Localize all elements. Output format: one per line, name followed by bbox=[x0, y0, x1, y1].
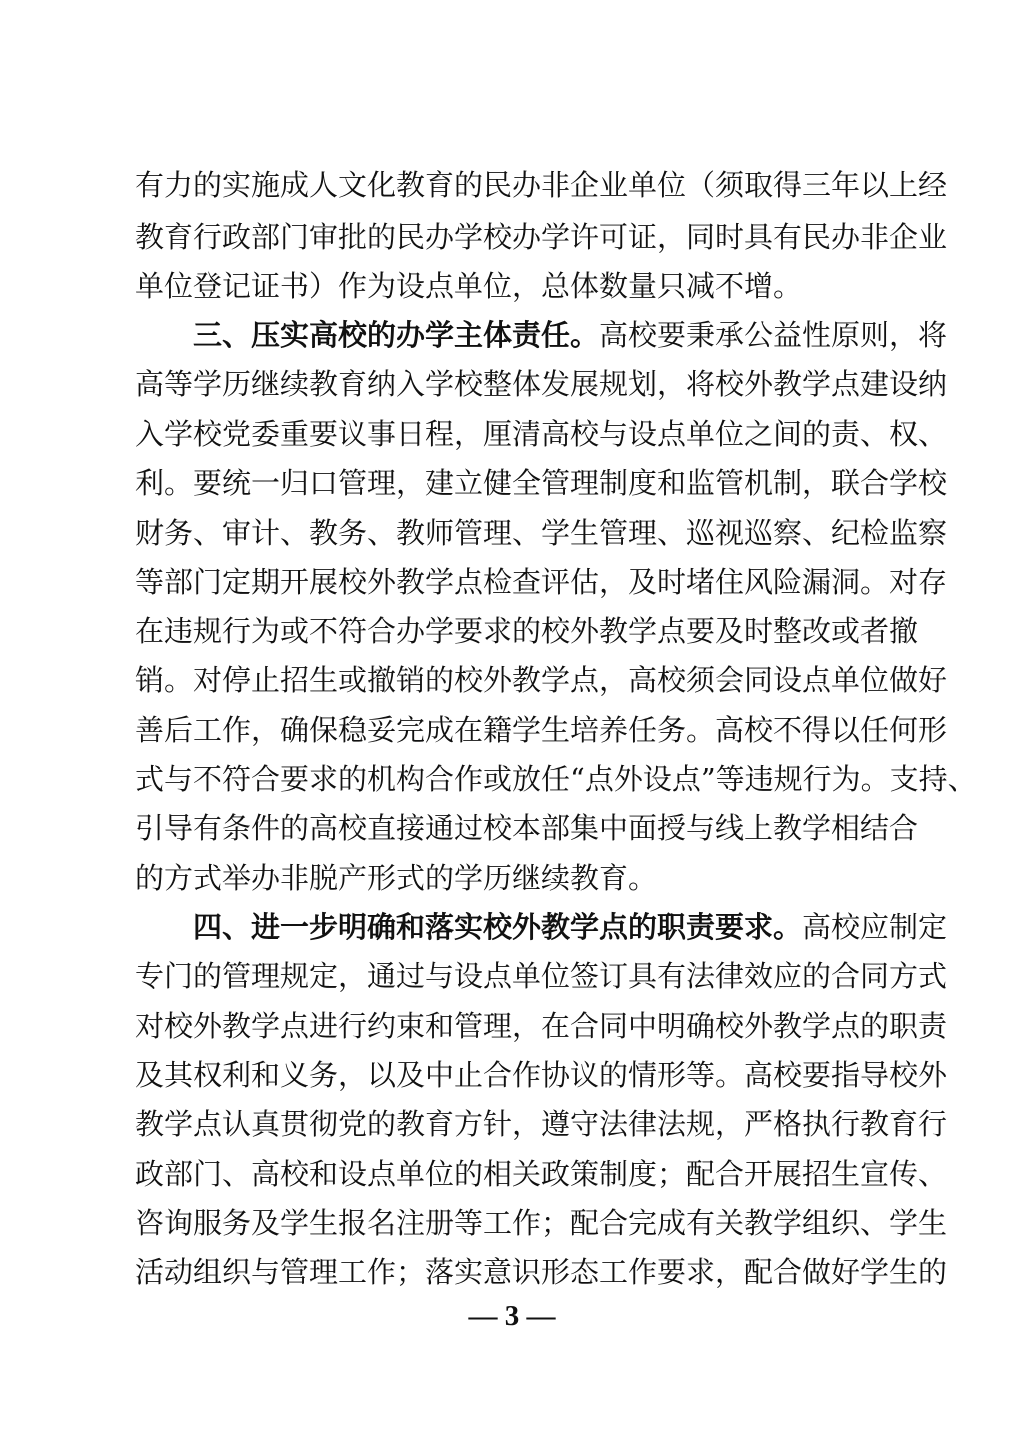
body-text-line: 利。要统一归口管理，建立健全管理制度和监管机制，联合学校 bbox=[135, 466, 948, 500]
body-text-line: 咨询服务及学生报名注册等工作；配合完成有关教学组织、学生 bbox=[135, 1206, 948, 1240]
body-text-line: 财务、审计、教务、教师管理、学生管理、巡视巡察、纪检监察 bbox=[135, 516, 948, 550]
body-text-line: 有力的实施成人文化教育的民办非企业单位（须取得三年以上经 bbox=[135, 168, 948, 202]
body-text-line: 政部门、高校和设点单位的相关政策制度；配合开展招生宣传、 bbox=[135, 1157, 948, 1191]
body-text-line: 在违规行为或不符合办学要求的校外教学点要及时整改或者撤 bbox=[135, 614, 919, 648]
body-text-line: 教育行政部门审批的民办学校办学许可证，同时具有民办非企业 bbox=[135, 220, 948, 254]
body-text-line: 教学点认真贯彻党的教育方针，遵守法律法规，严格执行教育行 bbox=[135, 1107, 948, 1141]
body-text-fragment: 高校应制定 bbox=[802, 910, 948, 944]
body-text-fragment: 高校要秉承公益性原则，将 bbox=[599, 318, 948, 352]
body-text-line: 入学校党委重要议事日程，厘清高校与设点单位之间的责、权、 bbox=[135, 417, 948, 451]
body-text-line: 单位登记证书）作为设点单位，总体数量只减不增。 bbox=[135, 269, 803, 303]
body-text-line: 式与不符合要求的机构合作或放任“点外设点”等违规行为。支持、 bbox=[135, 762, 977, 796]
body-text-line: 活动组织与管理工作；落实意识形态工作要求，配合做好学生的 bbox=[135, 1255, 948, 1289]
section-heading-line bbox=[193, 313, 948, 357]
body-text-line: 的方式举办非脱产形式的学历继续教育。 bbox=[135, 861, 658, 895]
body-text-line: 等部门定期开展校外教学点检查评估，及时堵住风险漏洞。对存 bbox=[135, 565, 948, 599]
page-number: — 3 — bbox=[468, 1300, 556, 1332]
body-text-line: 及其权利和义务，以及中止合作协议的情形等。高校要指导校外 bbox=[135, 1058, 948, 1092]
body-text-line: 对校外教学点进行约束和管理，在合同中明确校外教学点的职责 bbox=[135, 1009, 948, 1043]
body-text-line: 引导有条件的高校直接通过校本部集中面授与线上教学相结合 bbox=[135, 811, 919, 845]
section-heading-line bbox=[193, 905, 948, 949]
body-text-line: 善后工作，确保稳妥完成在籍学生培养任务。高校不得以任何形 bbox=[135, 713, 948, 747]
body-text-line: 高等学历继续教育纳入学校整体发展规划，将校外教学点建设纳 bbox=[135, 367, 948, 401]
body-text-line: 销。对停止招生或撤销的校外教学点，高校须会同设点单位做好 bbox=[135, 663, 948, 697]
body-text-line: 专门的管理规定，通过与设点单位签订具有法律效应的合同方式 bbox=[135, 959, 948, 993]
section-heading: 四、进一步明确和落实校外教学点的职责要求。 bbox=[193, 910, 803, 944]
section-heading: 三、压实高校的办学主体责任。 bbox=[193, 318, 600, 352]
